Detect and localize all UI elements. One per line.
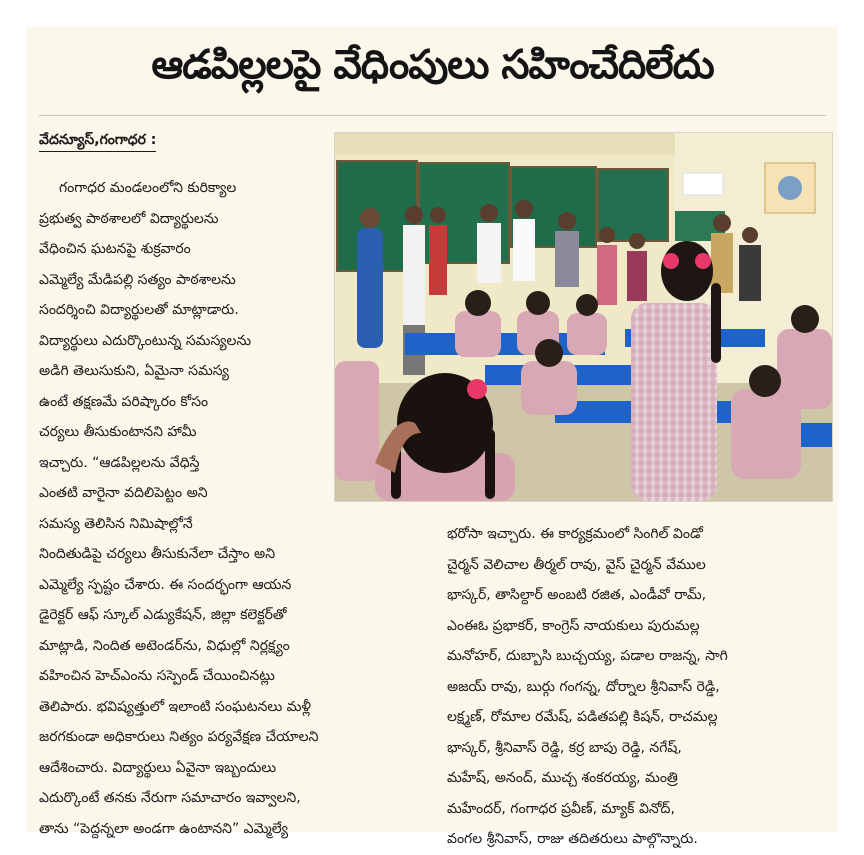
body-text-line: ఎమ్మెల్యే స్పష్టం చేశారు. ఈ సందర్భంగా ఆయన bbox=[39, 576, 292, 593]
body-text-line: చర్యలు తీసుకుంటానని హామీ bbox=[39, 424, 197, 440]
body-text-line: ఆదేశించారు. విద్యార్థులు ఏవైనా ఇబ్బందులు bbox=[39, 759, 277, 776]
body-text-line: తెలిపారు. భవిష్యత్తులో ఇలాంటి సంఘటనలు మళ్లీ bbox=[39, 698, 311, 715]
body-text-line: విద్యార్థులు ఎదుర్కొంటున్న సమస్యలను bbox=[39, 332, 252, 349]
body-text-line: గంగాధర మండలంలోని కురిక్యాల bbox=[59, 180, 237, 196]
body-text-line: ఉంటే తక్షణమే పరిష్కారం కోసం bbox=[39, 393, 209, 410]
body-text-line: ప్రభుత్వ పాఠశాలలో విద్యార్థులను bbox=[39, 210, 219, 227]
body-text-line: వంగల శ్రీనివాస్, రాజు తదితరులు పాల్గొన్నారు. bbox=[447, 831, 698, 847]
body-text-line: సందర్శించి విద్యార్థులతో మాట్లాడారు. bbox=[39, 302, 239, 318]
body-text-line: సమస్య తెలిసిన నిమిషాల్లోనే bbox=[39, 515, 193, 532]
body-text-line: ఎదుర్కొంటే తనకు నేరుగా సమాచారం ఇవ్వాలని, bbox=[39, 790, 301, 806]
body-text-line: ఎంఈఓ ప్రభాకర్, కాంగ్రెస్ నాయకులు పురుమల్ల bbox=[447, 617, 700, 634]
body-text-line: వేధించిన ఘటనపై శుక్రవారం bbox=[39, 241, 191, 257]
body-text-line: భరోసా ఇచ్చారు. ఈ కార్యక్రమంలో సింగిల్ విండో bbox=[447, 526, 703, 542]
news-photo bbox=[334, 132, 833, 502]
dateline: వేదన్యూస్,గంగాధర : bbox=[39, 130, 156, 152]
newspaper-clipping bbox=[27, 27, 838, 847]
body-text-line: భాస్కర్, తాసిల్దార్ అంబటి రజిత, ఎండీవో రామ్, bbox=[447, 587, 707, 603]
body-text-line: మాట్లాడి, నిందిత అటెండర్‌ను, విధుల్లో నిర్లక్ష్యం bbox=[39, 637, 290, 654]
article-column-right bbox=[447, 519, 827, 855]
body-text-line: ఎంతటి వారైనా వదిలిపెట్టం అని bbox=[39, 485, 208, 501]
body-text-line: మనోహర్, దుబ్బాసి బుచ్చయ్య, పడాల రాజన్న, సాగి bbox=[447, 648, 728, 664]
body-text-line: వహించిన హెచ్ఎంను సస్పెండ్ చేయించినట్లు bbox=[39, 668, 275, 684]
body-text-line: అజయ్ రావు, బుర్గు గంగన్న, దోర్నాల శ్రీనివాస్ రెడ్డి, bbox=[447, 678, 720, 695]
classroom-photo-illustration bbox=[335, 133, 832, 501]
body-text-line: ఎమ్మెల్యే మేడిపల్లి సత్యం పాఠశాలను bbox=[39, 271, 236, 288]
body-text-line: చైర్మన్ వెలిచాల తీర్మల్ రావు, వైస్ చైర్మన్ వేముల bbox=[447, 556, 706, 573]
headline-divider bbox=[39, 115, 826, 116]
body-text-line: నిందితుడిపై చర్యలు తీసుకునేలా చేస్తాం అని bbox=[39, 546, 276, 562]
body-text-line: డైరెక్టర్ ఆఫ్ స్కూల్ ఎడ్యుకేషన్, జిల్లా కలెక్టర్‌తో bbox=[39, 607, 287, 623]
body-text-line: జరగకుండా అధికారులు నిత్యం పర్యవేక్షణ చేయాలని bbox=[39, 729, 319, 745]
article-column-left bbox=[39, 173, 331, 844]
body-text-line: లక్ష్మణ్, రోమాల రమేష్, పడితపల్లి కిషన్, రాచమల్ల bbox=[447, 709, 718, 725]
body-text-line: ఇచ్చారు. “ఆడపిల్లలను వేధిస్తే bbox=[39, 454, 200, 471]
body-text-line: భాస్కర్, శ్రీనివాస్ రెడ్డి, కర్ర బాపు రెడ్డి, నగేష్, bbox=[447, 739, 682, 756]
body-text-line: అడిగి తెలుసుకుని, ఏమైనా సమస్య bbox=[39, 363, 229, 379]
body-text-line: మహేందర్, గంగాధర ప్రవీణ్, మ్యాక్ వినోద్, bbox=[447, 800, 675, 817]
headline: ఆడపిల్లలపై వేధింపులు సహించేదిలేదు bbox=[151, 42, 714, 88]
body-text-line: తాను “పెద్దన్నలా అండగా ఉంటానని” ఎమ్మెల్యే bbox=[39, 820, 289, 837]
body-text-line: మహేష్, అనంద్, ముచ్చ శంకరయ్య, మంత్రి bbox=[447, 770, 678, 786]
